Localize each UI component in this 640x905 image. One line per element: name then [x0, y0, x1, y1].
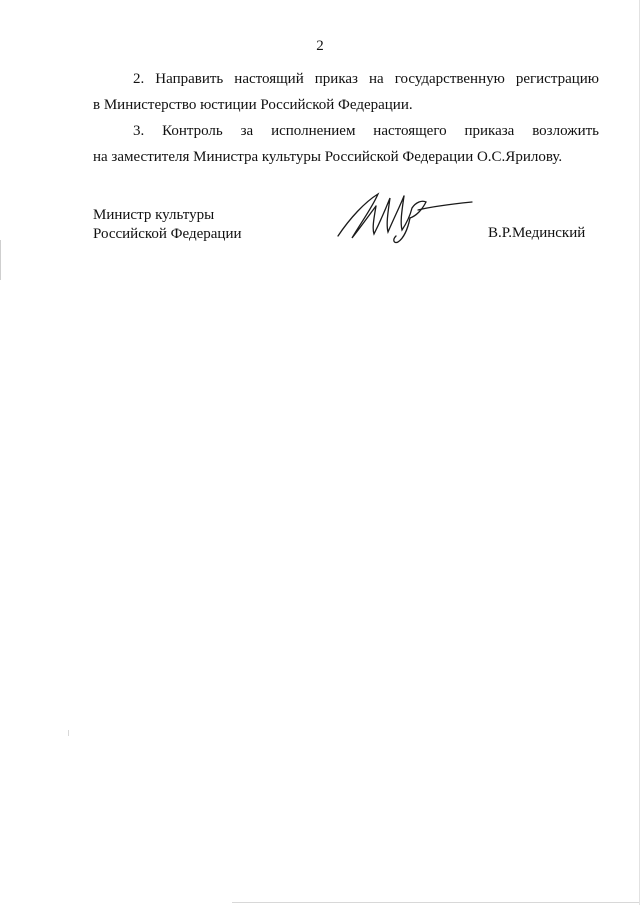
paragraph-3 — [93, 118, 599, 170]
signatory-title — [93, 206, 242, 244]
page-number: 2 — [316, 38, 324, 54]
paragraph-2-line-2: в Министерство юстиции Российской Федерации. — [93, 97, 413, 113]
paragraph-3-line-2: на заместителя Министра культуры Российской Федерации О.С.Ярилову. — [93, 149, 563, 165]
scan-speck — [68, 730, 69, 736]
signatory-name: В.Р.Мединский — [488, 225, 586, 241]
paragraph-2-line-1: 2. Направить настоящий приказ на государственную регистрацию — [133, 71, 599, 87]
handwritten-signature — [330, 188, 480, 248]
paragraph-3-line-1: 3. Контроль за исполнением настоящего приказа возложить — [133, 123, 599, 139]
paragraph-2 — [93, 66, 599, 118]
scan-edge-mark — [0, 240, 1, 280]
signatory-title-line-2: Российской Федерации — [93, 226, 242, 242]
signatory-title-line-1: Министр культуры — [93, 207, 215, 223]
scan-bottom-edge — [232, 902, 640, 903]
